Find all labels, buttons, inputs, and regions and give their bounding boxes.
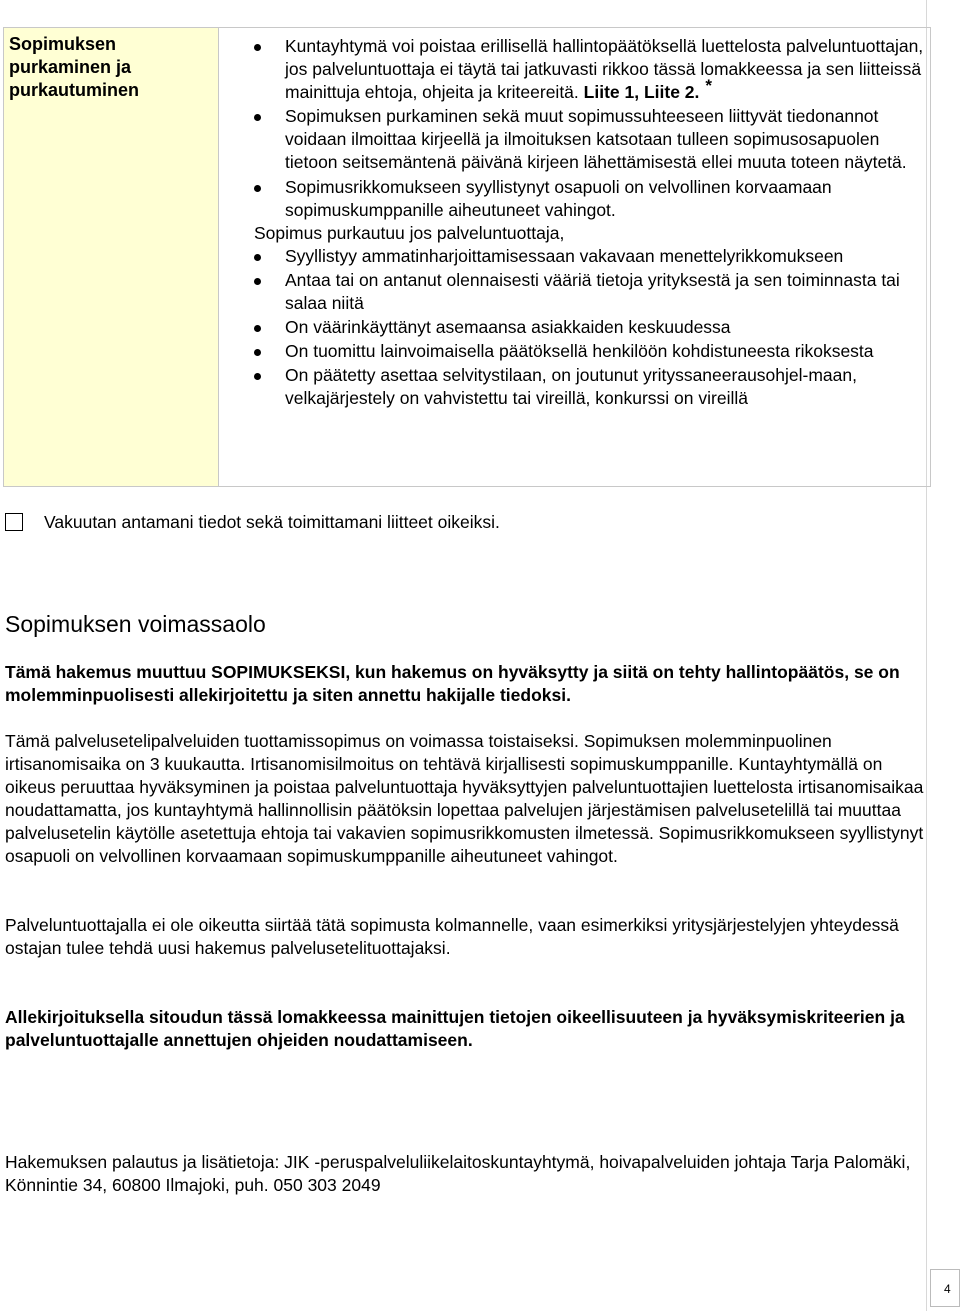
expiry-item: Syyllistyy ammatinharjoittamisessaan vakavaan menettelyrikkomukseen <box>254 245 930 268</box>
page-number <box>930 1269 960 1307</box>
contact-info-text: Hakemuksen palautus ja lisätietoja: JIK -peruspalveluliikelaitoskuntayhtymä, hoivapalveluiden johtaja Tarja Palomäki, Könnintie 34, 60800 Ilmajoki, puh. 050 303 2049 <box>5 1152 911 1195</box>
termination-bullet: Sopimuksen purkaminen sekä muut sopimussuhteeseen liittyvät tiedonannot voidaan ilmoittaa kirjeellä ja ilmoituksen katsotaan tulleen sopimusosapuolen tietoon seitsemäntenä päivänä kirjeen lähettämisestä ellei muuta toteen näytetä. <box>254 105 930 174</box>
signature-commitment-text: Allekirjoituksella sitoudun tässä lomakkeessa mainittujen tietojen oikeellisuuteen ja hyväksymiskriteerien ja palveluntuottajalle annettujen ohjeiden noudattamiseen. <box>5 1007 905 1050</box>
expiry-item: Antaa tai on antanut olennaisesti vääriä tietoja yrityksestä ja sen toiminnasta tai salaa niitä <box>254 269 930 315</box>
required-asterisk: * <box>705 76 713 95</box>
termination-bullet <box>254 35 930 104</box>
confirmation-checkbox[interactable] <box>5 513 23 531</box>
expiry-item: On päätetty asettaa selvitystilaan, on joutunut yrityssaneerausohjel-maan, velkajärjestely on vahvistettu tai vireillä, konkurssi on vireillä <box>254 364 930 410</box>
transfer-paragraph: Palveluntuottajalla ei ole oikeutta siirtää tätä sopimusta kolmannelle, vaan esimerkiksi yritysjärjestelyjen yhteydessä ostajan tulee tehdä uusi hakemus palvelusetelituottajaksi. <box>5 915 899 958</box>
terms-label: Sopimuksen purkaminen ja purkautuminen <box>9 34 140 100</box>
validity-paragraph: Tämä palvelusetelipalveluiden tuottamissopimus on voimassa toistaiseksi. Sopimuksen molemminpuolinen irtisanomisaika on 3 kuukautta. Irtisanomisilmoitus on tehtävä kirjallisesti sopimuskumppanille. Kuntayhtymällä on oikeus peruuttaa hyväksyminen ja poistaa palveluntuottaja hyväksyttyjen palveluntuottajien luettelosta irtisanomisaikaa noudattamatta, jos kuntayhtymä hallinnollisin päätöksin lopettaa palvelujen järjestämisen palvelusetelillä tai muuttaa palvelusetelin käytölle asetettuja ehtoja tai vakavien sopimusrikkomusten ilmetessä. Sopimusrikkomukseen syyllistynyt osapuoli on velvollinen korvaamaan sopimuskumppanille aiheutuneet vahingot. <box>5 731 924 866</box>
attachment-reference: Liite 1, Liite 2. <box>583 82 700 102</box>
expiry-item: On tuomittu lainvoimaisella päätöksellä henkilöön kohdistuneesta rikoksesta <box>254 340 930 363</box>
terms-label-cell <box>4 28 219 486</box>
section-title: Sopimuksen voimassaolo <box>5 611 266 637</box>
termination-bullet: Sopimusrikkomukseen syyllistynyt osapuoli on velvollinen korvaamaan sopimuskumppanille aiheutuneet vahingot. <box>254 176 930 222</box>
terms-content-cell <box>254 35 930 410</box>
termination-terms-table <box>3 27 931 487</box>
application-becomes-contract-text: Tämä hakemus muuttuu SOPIMUKSEKSI, kun hakemus on hyväksytty ja siitä on tehty hallintopäätös, se on molemminpuolisesti allekirjoitettu ja siten annettu hakijalle tiedoksi. <box>5 662 900 705</box>
expiry-item: On väärinkäyttänyt asemaansa asiakkaiden keskuudessa <box>254 316 930 339</box>
termination-bullet-text: Kuntayhtymä voi poistaa erillisellä hallintopäätöksellä luettelosta palveluntuottajan, jos palveluntuottaja ei täytä tai jatkuvasti rikkoo tässä lomakkeessa ja sen liitteissä mainittuja ehtoja, ohjeita ja kriteereitä. <box>285 36 924 102</box>
page-number-label: 4 <box>944 1282 951 1296</box>
confirmation-label: Vakuutan antamani tiedot sekä toimittamani liitteet oikeiksi. <box>44 512 500 532</box>
expiry-intro: Sopimus purkautuu jos palveluntuottaja, <box>254 223 565 243</box>
